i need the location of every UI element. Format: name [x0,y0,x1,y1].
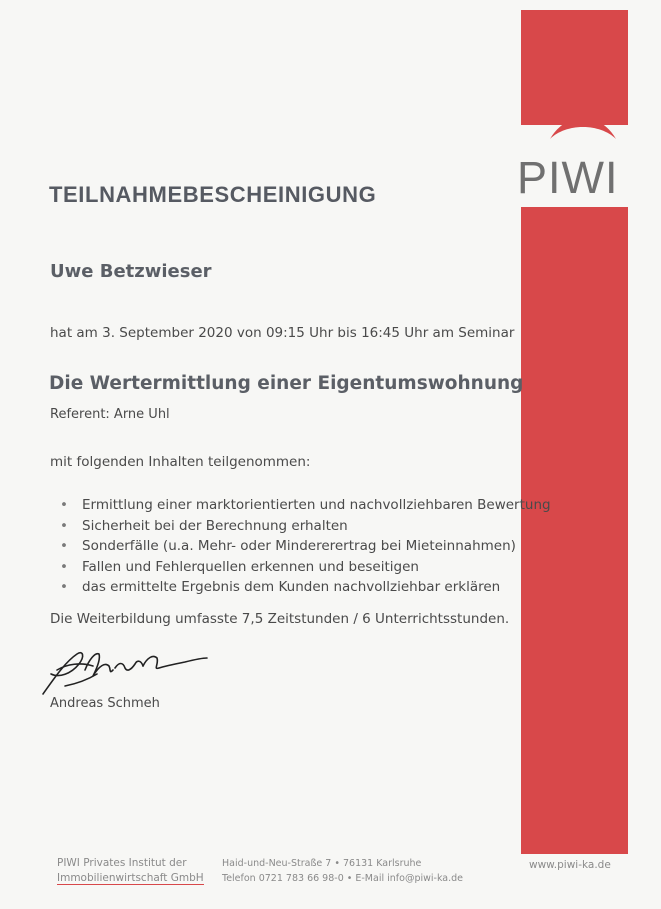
signer-name: Andreas Schmeh [50,696,160,711]
list-item [60,516,551,537]
list-item [60,577,551,598]
footer-address: Haid-und-Neu-Straße 7 • 76131 Karlsruhe [222,858,422,869]
list-item [60,536,551,557]
signature-icon [35,640,215,700]
bullet-icon: • [60,517,68,534]
bullet-icon: • [60,497,68,513]
bullet-icon: • [60,558,68,575]
footer-org-line2: Immobilienwirtschaft GmbH [57,872,204,884]
participant-name: Uwe Betzwieser [50,261,212,282]
list-item-text: Ermittlung einer marktorientierten und nachvollziehbaren Bewertung [82,497,551,513]
list-item [60,557,551,578]
list-item-text: Sonderfälle (u.a. Mehr- oder Mindererertrag bei Mieteinnahmen) [82,538,516,554]
speaker: Referent: Arne Uhl [50,407,170,422]
footer-org-line1: PIWI Privates Institut der [57,857,187,869]
contents-list [60,495,551,598]
contents-intro: mit folgenden Inhalten teilgenommen: [50,454,311,470]
footer-phone-email: Telefon 0721 783 66 98-0 • E-Mail info@piwi-ka.de [222,873,463,884]
footer-contact [222,856,463,886]
bullet-icon: • [60,579,68,595]
attendance-line: hat am 3. September 2020 von 09:15 Uhr bis 16:45 Uhr am Seminar [50,325,515,341]
list-item-text: Sicherheit bei der Berechnung erhalten [82,517,348,534]
footer-organization [57,856,204,886]
list-item [60,495,551,516]
bullet-icon: • [60,538,68,554]
logo-arc-icon [548,113,618,143]
seminar-title: Die Wertermittlung einer Eigentumswohnung [49,373,524,394]
certificate-title: TEILNAHMEBESCHEINIGUNG [49,182,377,207]
list-item-text: Fallen und Fehlerquellen erkennen und beseitigen [82,558,419,575]
piwi-logo: PIWI [517,152,619,203]
list-item-text: das ermittelte Ergebnis dem Kunden nachvollziehbar erklären [82,579,501,595]
summary: Die Weiterbildung umfasste 7,5 Zeitstunden / 6 Unterrichtsstunden. [50,611,510,627]
footer-website: www.piwi-ka.de [529,859,611,871]
